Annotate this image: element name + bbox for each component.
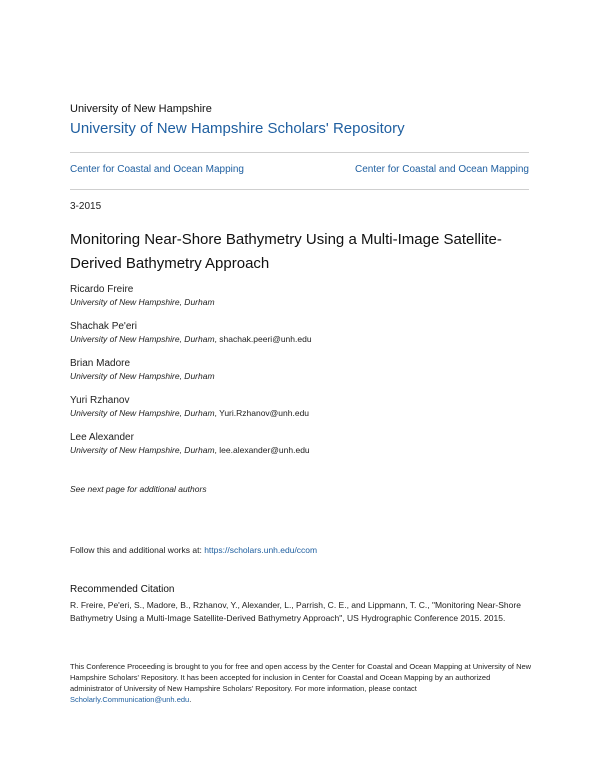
notice-text: This Conference Proceeding is brought to you for free and open access by the Center for Coastal and Ocean Mapping at University of New Hampshire Scholars' Repository. It has been accepted for inclusion in Center for Coastal and Ocean Mapping by an authorized administrator of University of New Hampshire Scholars' Repository. For more information, please contact xyxy=(70,662,532,693)
document-title: Monitoring Near-Shore Bathymetry Using a Multi-Image Satellite-Derived Bathymetry Approach xyxy=(70,231,502,272)
department-link-left[interactable]: Center for Coastal and Ocean Mapping xyxy=(70,164,244,175)
author-entry xyxy=(70,283,540,320)
author-affiliation-line xyxy=(70,407,540,420)
repository-link[interactable]: University of New Hampshire Scholars' Repository xyxy=(70,120,405,137)
author-affiliation-line xyxy=(70,444,540,457)
citation-text: R. Freire, Pe'eri, S., Madore, B., Rzhanov, Y., Alexander, L., Parrish, C. E., and Lippmann, T. C., "Monitoring Near-Shore Bathymetry Using a Multi-Image Satellite-Derived Bathymetry Approach", US Hydrographic Conference 2015. 2015. xyxy=(70,600,521,623)
author-affiliation: University of New Hampshire, Durham xyxy=(70,408,215,418)
author-name: Ricardo Freire xyxy=(70,284,134,295)
author-email: , Yuri.Rzhanov@unh.edu xyxy=(214,408,310,418)
author-name: Brian Madore xyxy=(70,358,131,369)
author-affiliation-line xyxy=(70,296,540,309)
publication-date: 3-2015 xyxy=(70,201,102,212)
author-affiliation: University of New Hampshire, Durham xyxy=(70,297,215,307)
additional-authors-note: See next page for additional authors xyxy=(70,484,207,494)
author-affiliation: University of New Hampshire, Durham xyxy=(70,334,215,344)
divider-top xyxy=(70,152,529,153)
author-entry xyxy=(70,431,540,468)
citation-heading: Recommended Citation xyxy=(70,584,175,595)
author-affiliation-line xyxy=(70,370,540,383)
author-name: Shachak Pe'eri xyxy=(70,321,137,332)
divider-bottom xyxy=(70,189,529,190)
author-affiliation-line xyxy=(70,333,540,346)
follow-text: Follow this and additional works at: xyxy=(70,545,205,555)
author-email: , lee.alexander@unh.edu xyxy=(214,445,310,455)
author-entry xyxy=(70,394,540,431)
institution-name: University of New Hampshire xyxy=(70,103,212,115)
contact-email-link[interactable]: Scholarly.Communication@unh.edu xyxy=(70,695,190,704)
collection-link[interactable]: https://scholars.unh.edu/ccom xyxy=(204,545,318,555)
author-email: , shachak.peeri@unh.edu xyxy=(214,334,312,344)
notice-end: . xyxy=(189,695,192,704)
department-link-right[interactable]: Center for Coastal and Ocean Mapping xyxy=(355,164,529,175)
author-entry xyxy=(70,320,540,357)
author-list xyxy=(70,283,540,468)
author-name: Lee Alexander xyxy=(70,432,134,443)
follow-line xyxy=(70,545,317,555)
author-entry xyxy=(70,357,540,394)
access-notice xyxy=(70,661,532,705)
author-affiliation: University of New Hampshire, Durham xyxy=(70,445,215,455)
author-affiliation: University of New Hampshire, Durham xyxy=(70,371,215,381)
author-name: Yuri Rzhanov xyxy=(70,395,130,406)
